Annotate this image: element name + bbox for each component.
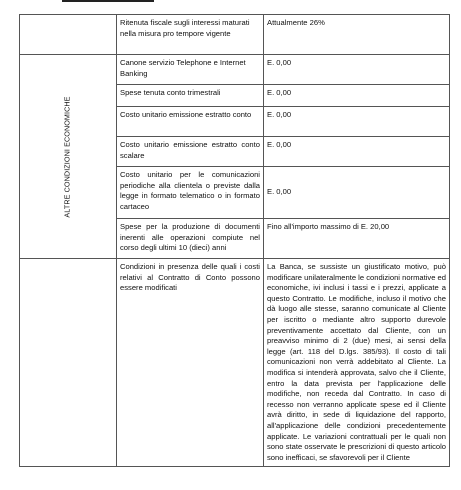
row-label: Ritenuta fiscale sugli interessi maturati nella misura pro tempore vigente — [117, 15, 264, 55]
section-label-cell — [20, 55, 117, 259]
row-value: La Banca, se sussiste un giustificato motivo, può modificare unilateralmente le condizioni normative ed economiche, ivi inclusi i tassi e i prezzi, applicate a questo Contratto. Le modifiche, incluso il motivo che dà luogo alle stesse, saranno comunicate al Cliente per iscritto o mediante altro supporto durevole preventivamente accettato dal Cliente, con un preavviso minimo di 2 (due) mesi, ai sensi della legge (art. 118 del D.lgs. 385/93). Il costo di tali comunicazioni non verrà addebitato al Cliente. La modifica si intenderà approvata, salvo che il Cliente, entro la data prevista per l'applicazione delle modifiche, non receda dal Contratto. In caso di recesso non verranno applicate spese ed il Cliente avrà diritto, in sede di liquidazione del rapporto, all'applicazione delle condizioni precedentemente applicate. Le variazioni contrattuali per le quali non sono state osservate le prescrizioni di questo articolo sono inefficaci, se sfavorevoli per il Cliente — [264, 259, 450, 467]
row-label: Costo unitario emissione estratto conto scalare — [117, 137, 264, 167]
table-row — [20, 259, 450, 467]
row-label: Costo unitario emissione estratto conto — [117, 107, 264, 137]
row-value: E. 0,00 — [264, 85, 450, 107]
table-row — [20, 15, 450, 55]
row-value: E. 0,00 — [264, 107, 450, 137]
row-label: Spese tenuta conto trimestrali — [117, 85, 264, 107]
row-value: E. 0,00 — [264, 137, 450, 167]
row-value: E. 0,00 — [264, 167, 450, 219]
row-value: Fino all'importo massimo di E. 20,00 — [264, 219, 450, 259]
section-label: ALTRE CONDIZIONI ECONOMICHE — [62, 95, 72, 218]
row-label: Spese per la produzione di documenti inerenti alle operazioni compiute nel corso degli ultimi 10 (dieci) anni — [117, 219, 264, 259]
row-label: Canone servizio Telephone e Internet Banking — [117, 55, 264, 85]
conditions-table — [19, 14, 450, 467]
row-label: Costo unitario per le comunicazioni periodiche alla clientela o previste dalla legge in formato telematico o in formato cartaceo — [117, 167, 264, 219]
empty-cell — [20, 259, 117, 467]
table-row — [20, 55, 450, 85]
row-value: E. 0,00 — [264, 55, 450, 85]
top-rule — [62, 0, 154, 2]
empty-cell — [20, 15, 117, 55]
row-label: Condizioni in presenza delle quali i costi relativi al Contratto di Conto possono essere modificati — [117, 259, 264, 467]
row-value: Attualmente 26% — [264, 15, 450, 55]
